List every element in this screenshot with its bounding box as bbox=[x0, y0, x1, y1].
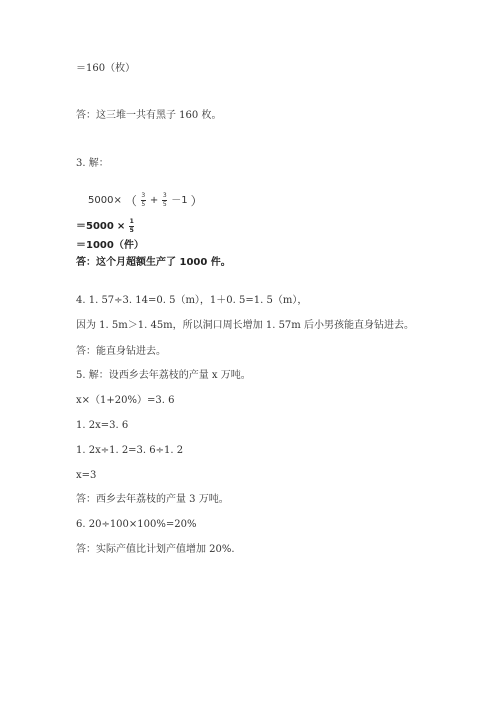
equation-3: 1. 2x÷1. 2=3. 6÷1. 2 bbox=[76, 445, 184, 456]
answer-5: 答：西乡去年荔枝的产量 3 万吨。 bbox=[76, 494, 229, 505]
problem-6-line: 6. 20÷100×100%=20% bbox=[76, 519, 197, 530]
equation-2: 1. 2x=3. 6 bbox=[76, 420, 129, 431]
fraction bbox=[141, 193, 146, 208]
answer-2: 答：这三堆一共有黑子 160 枚。 bbox=[76, 110, 222, 121]
numerator: 1 bbox=[129, 218, 134, 225]
equation-4: x=3 bbox=[76, 470, 97, 481]
numerator: 3 bbox=[141, 192, 146, 199]
formula2-prefix: ＝5000 bbox=[76, 220, 114, 232]
denominator: 5 bbox=[129, 227, 134, 234]
answer-6: 答：实际产值比计划产值增加 20%. bbox=[76, 544, 235, 555]
step-result-1000: ＝1000（件） bbox=[76, 240, 144, 251]
formula-line-1 bbox=[88, 193, 203, 208]
equation-1: x×（1+20%）=3. 6 bbox=[76, 395, 175, 406]
fraction bbox=[129, 219, 134, 234]
times-sign: × bbox=[116, 220, 126, 232]
minus-one: －1 bbox=[171, 194, 188, 206]
problem-3-label: 3. 解： bbox=[76, 158, 109, 169]
close-paren: ） bbox=[190, 193, 203, 208]
problem-5-label: 5. 解：设西乡去年荔枝的产量 x 万吨。 bbox=[76, 370, 251, 381]
denominator: 5 bbox=[162, 201, 167, 208]
fraction bbox=[162, 193, 167, 208]
open-paren: （ bbox=[124, 193, 137, 208]
denominator: 5 bbox=[141, 201, 146, 208]
formula-prefix: 5000× bbox=[88, 194, 122, 206]
answer-4: 答：能直身钻进去。 bbox=[76, 346, 166, 357]
answer-3: 答：这个月超额生产了 1000 件。 bbox=[76, 257, 231, 268]
problem-4-line-2: 因为 1. 5m＞1. 45m，所以洞口周长增加 1. 57m 后小男孩能直身钻进去。 bbox=[76, 320, 414, 331]
formula-line-2 bbox=[76, 219, 135, 234]
plus-sign: + bbox=[149, 194, 159, 206]
numerator: 3 bbox=[162, 192, 167, 199]
step-result-160: ＝160（枚） bbox=[76, 63, 136, 74]
problem-4-line-1: 4. 1. 57÷3. 14=0. 5（m），1＋0. 5=1. 5（m）， bbox=[76, 295, 308, 306]
